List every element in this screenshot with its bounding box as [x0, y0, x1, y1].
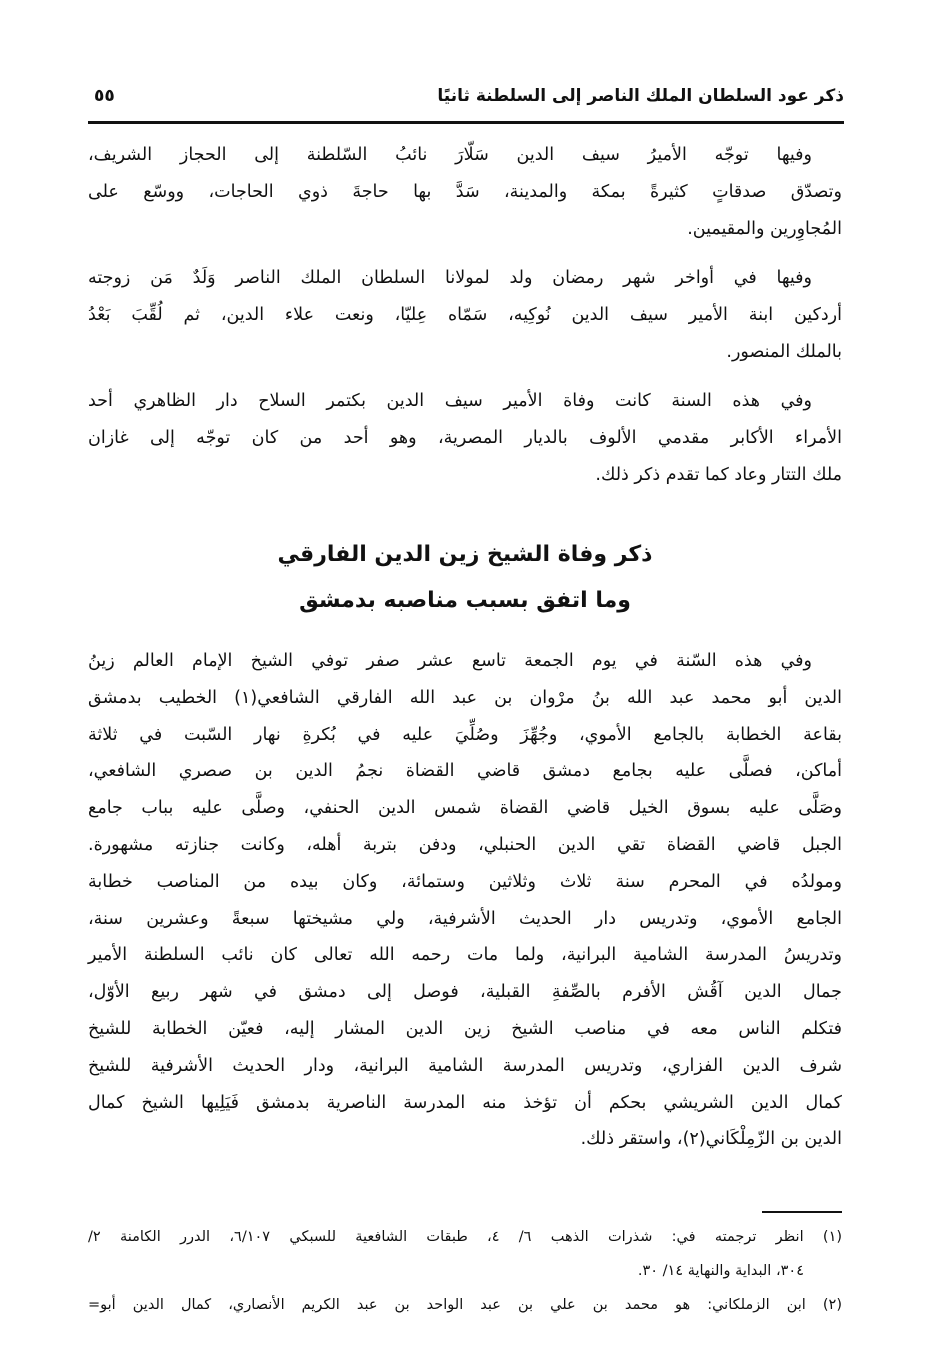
main-paragraph-line: ومولدُه في المحرم سنة ثلاث وثلاثين وستمائة، وكان بيده من المناصب خطابة [88, 871, 842, 892]
main-paragraph-line: فتكلم الناس معه في مناصب الشيخ زين الدين المشار إليه، فعيّن الخطابة للشيخ [88, 1019, 842, 1039]
section-heading-line-1: ذكر وفاة الشيخ زين الدين الفارقي [277, 542, 653, 567]
paragraph-1-line: وفيها توجّه الأميرُ سيف الدين سَلّارَ نائبُ السّلطنة إلى الحجاز الشريف، [88, 145, 812, 165]
footnote-rule [762, 1211, 842, 1213]
main-paragraph-line: الدين بن الزّمِلْكَاني(٢)، واستقر ذلك. [580, 1129, 842, 1150]
paragraph-3-line: وفي هذه السنة كانت وفاة الأمير سيف الدين بكتمر السلاح دار الظاهري أحد [88, 391, 812, 411]
paragraph-2-line: أردكين ابنة الأمير سيف الدين نُوكِيه، سَمّاه عِليّا، ونعت علاء الدين، ثم لُقِّبَ بَعْدُ [88, 305, 842, 325]
main-paragraph-line: وصَلَّى عليه بسوق الخيل قاضي القضاة شمس الدين الحنفي، وصلَّى عليه بباب جامع [88, 798, 842, 819]
main-paragraph-line: بقاعة الخطابة بالجامع الأموي، وجُهِّزَ وصُلِّيَ عليه في بُكرةِ نهار السّبت في ثلاثة [88, 724, 842, 745]
main-paragraph-line: جمال الدين آقُش الأفرم بالصِّفةِ القبلية، فوصل إلى دمشق في شهر ربيع الأوّل، [88, 982, 842, 1003]
footnote-1-line-1: (١) انظر ترجمته في: شذرات الذهب ٦/ ٤، طبقات الشافعية للسبكي ٦/١٠٧، الدرر الكامنة ٢/ [88, 1229, 843, 1245]
header-rule [88, 121, 844, 124]
page-header [88, 86, 844, 116]
footnote-2: (٢) ابن الزملكاني: هو محمد بن علي بن عبد الواحد بن عبد الكريم الأنصاري، كمال الدين أبو= [88, 1297, 842, 1313]
main-paragraph-line: الدين أبو محمد عبد الله بنُ مرْوان بن عبد الله الفارقي الشافعي(١) الخطيب بدمشق [88, 687, 842, 708]
main-paragraph-line: الجبل قاضي القضاة تقي الدين الحنبلي، ودفن بتربة أهله، وكانت جنازته مشهورة. [88, 835, 842, 855]
paragraph-3-line: ملك التتار وعاد كما تقدم ذكر ذلك. [595, 465, 842, 485]
paragraph-2-line: بالملك المنصور. [726, 342, 842, 362]
main-paragraph-line: شرف الدين الفزاري، وتدريس المدرسة الشامية البرانية، ودار الحديث الأشرفية للشيخ [88, 1055, 842, 1076]
main-paragraph-line: الجامع الأموي، وتدريس دار الحديث الأشرفية، ولي مشيختها سبعةً وعشرين سنة، [88, 908, 842, 929]
paragraph-3-line: الأمراء الأكابر مقدمي الألوف بالديار المصرية، وهو أحد من كان توجّه إلى غازان [88, 428, 842, 448]
main-paragraph-line: أماكن، فصلَّى عليه بجامع دمشق قاضي القضاة نجمُ الدين بن صصري الشافعي، [88, 761, 842, 782]
main-paragraph-line: كمال الدين الشريشي بحكم أن تؤخذ منه المدرسة الناصرية بدمشق فَيَلِيها الشيخ كمال [88, 1092, 842, 1113]
footnote-1-line-2: ٣٠٤، البداية والنهاية ١٤/ ٣٠. [637, 1263, 804, 1279]
paragraph-1-line: المُجاوِرين والمقيمين. [687, 219, 842, 239]
section-heading-line-2: وما اتفق بسبب مناصبه بدمشق [299, 588, 631, 613]
main-paragraph-line: وفي هذه السّنة في يوم الجمعة تاسع عشر صفر توفي الشيخ الإمام العالم زينُ [88, 651, 812, 671]
paragraph-2-line: وفيها في أواخر شهر رمضان ولد لمولانا السلطان الملك الناصر وَلَدٌ مَن زوجته [88, 268, 812, 288]
main-paragraph-line: وتدريسُ المدرسة الشامية البرانية، ولما مات رحمه الله تعالى كان نائب السلطنة الأمير [88, 945, 842, 966]
running-title: ذكر عود السلطان الملك الناصر إلى السلطنة ثانيًا [437, 86, 844, 106]
page-number: ٥٥ [94, 86, 115, 106]
paragraph-1-line: وتصدّق صدقاتٍ كثيرةً بمكة والمدينة، سَدَّ بها حاجةَ ذوي الحاجات، ووسّع على [88, 182, 842, 202]
